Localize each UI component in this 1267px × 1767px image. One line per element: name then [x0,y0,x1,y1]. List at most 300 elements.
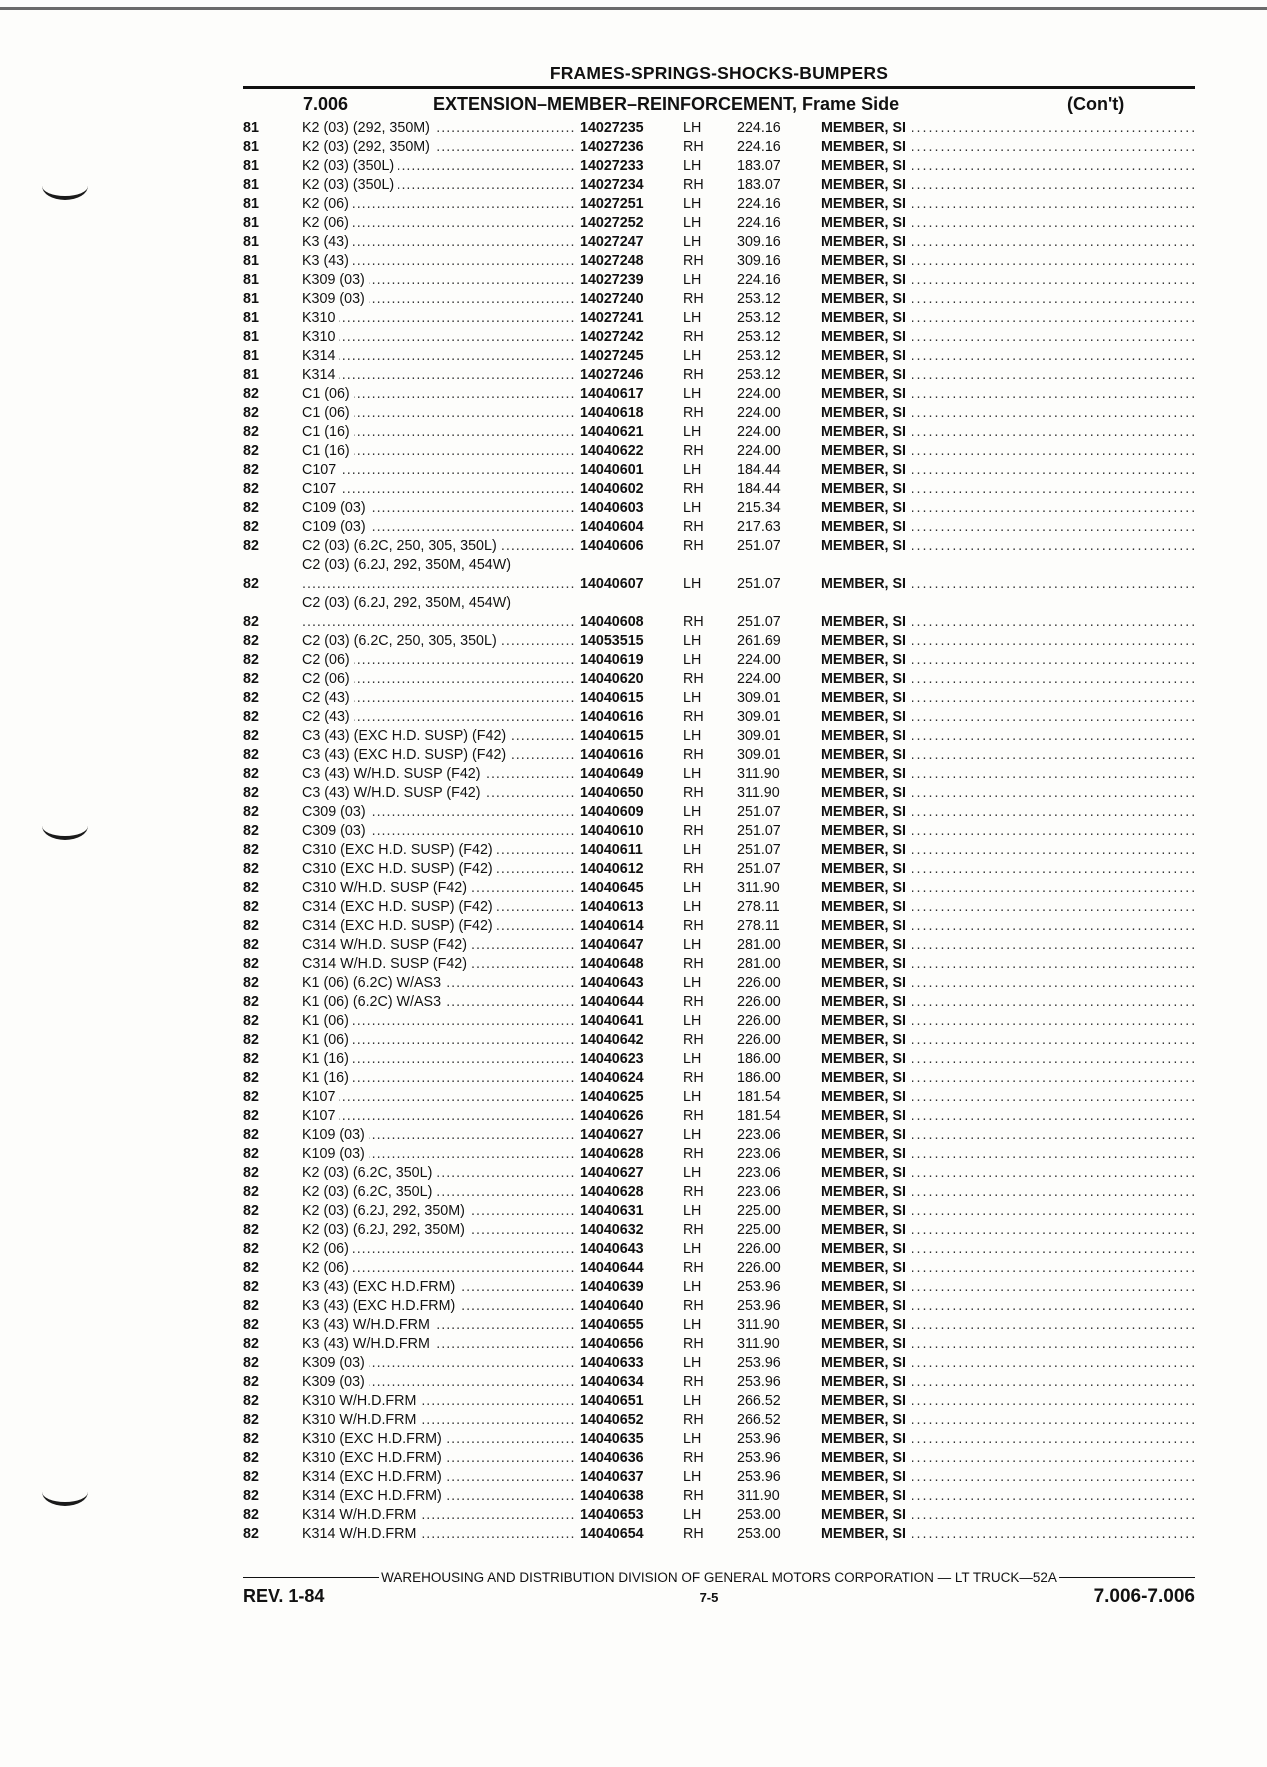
table-row [243,556,1195,594]
model-application [302,708,580,727]
top-edge-rule [0,7,1267,10]
price: 215.34 [737,500,781,516]
model-application-text: K2 (03) (6.2C, 350L) [302,1184,436,1200]
part-number: 14040637 [580,1469,644,1485]
price: 224.16 [737,215,781,231]
model-application-text: C2 (03) (6.2J, 292, 350M, 454W) [302,556,580,575]
model-application-text: C314 (EXC H.D. SUSP) (F42) [302,899,497,915]
model-application-text: K107 [302,1108,339,1124]
price: 311.90 [737,1317,780,1333]
description [821,404,1195,423]
figure-number: 81 [243,234,259,250]
model-application [302,822,580,841]
side: RH [683,1070,704,1086]
description-text: MEMBER, SI [821,728,912,744]
price: 224.16 [737,120,781,136]
model-application-text: C3 (43) (EXC H.D. SUSP) (F42) [302,747,510,763]
description [821,1354,1195,1373]
price: 224.00 [737,652,781,668]
part-number: 14040644 [580,994,644,1010]
model-application-text: K1 (06) (6.2C) W/AS3 [302,994,445,1010]
description-text: MEMBER, SI [821,386,912,402]
price: 311.90 [737,880,780,896]
description-text: MEMBER, SI [821,633,912,649]
figure-number: 81 [243,310,259,326]
page-number: 7-5 [699,1590,719,1605]
description [821,1468,1195,1487]
description-text: MEMBER, SI [821,671,912,687]
model-application-text: K309 (03) [302,291,369,307]
side: LH [683,1355,702,1371]
description-text: MEMBER, SI [821,614,912,630]
part-number: 14040638 [580,1488,644,1504]
model-application [302,1430,580,1449]
description-text: MEMBER, SI [821,462,912,478]
side: LH [683,633,702,649]
table-row [243,594,1195,632]
model-application-text: K3 (43) [302,253,353,269]
side: LH [683,766,702,782]
figure-number: 82 [243,538,259,554]
figure-number: 82 [243,1507,259,1523]
model-application-text: K1 (16) [302,1051,353,1067]
price: 251.07 [737,614,781,630]
footer-bottom [243,1586,1195,1608]
figure-number: 81 [243,196,259,212]
side: RH [683,329,704,345]
table-row [243,423,1195,442]
description-text: MEMBER, SI [821,1431,912,1447]
part-number: 14040615 [580,690,644,706]
description [821,328,1195,347]
model-application [302,1449,580,1468]
model-application [302,233,580,252]
part-number: 14040616 [580,709,644,725]
description [821,1221,1195,1240]
side: LH [683,937,702,953]
description-text: MEMBER, SI [821,158,912,174]
description [821,955,1195,974]
model-application [302,860,580,879]
price: 253.00 [737,1507,781,1523]
price: 278.11 [737,918,780,934]
figure-number: 82 [243,1203,259,1219]
part-number: 14040614 [580,918,644,934]
side: RH [683,1412,704,1428]
price: 266.52 [737,1393,781,1409]
figure-number: 82 [243,956,259,972]
figure-number: 81 [243,348,259,364]
description-text: MEMBER, SI [821,1298,912,1314]
description [821,176,1195,195]
table-row [243,1050,1195,1069]
model-application-text: K309 (03) [302,272,369,288]
description [821,1316,1195,1335]
side: LH [683,386,702,402]
table-row [243,442,1195,461]
figure-number: 82 [243,576,259,592]
description-text: MEMBER, SI [821,215,912,231]
part-number: 14040639 [580,1279,644,1295]
price: 253.12 [737,291,781,307]
table-row [243,499,1195,518]
side: LH [683,652,702,668]
model-application [302,1354,580,1373]
part-number: 14040613 [580,899,644,915]
price: 309.16 [737,234,781,250]
revision-label: REV. 1-84 [243,1586,325,1606]
figure-number: 82 [243,1108,259,1124]
price: 311.90 [737,766,780,782]
model-application [302,252,580,271]
description [821,993,1195,1012]
figure-number: 82 [243,1374,259,1390]
side: RH [683,1146,704,1162]
side: RH [683,823,704,839]
part-number: 14040649 [580,766,644,782]
side: RH [683,253,704,269]
description [821,290,1195,309]
description [821,651,1195,670]
model-application-text: K314 [302,367,339,383]
description-text: MEMBER, SI [821,272,912,288]
description [821,480,1195,499]
part-number: 14040625 [580,1089,644,1105]
price: 281.00 [737,937,781,953]
side: RH [683,1108,704,1124]
figure-number: 82 [243,1317,259,1333]
description-text: MEMBER, SI [821,538,912,554]
model-application-text: K2 (03) (350L) [302,158,398,174]
model-application [302,1107,580,1126]
subsection-title: EXTENSION–MEMBER–REINFORCEMENT, Frame Side [433,93,900,114]
figure-number: 81 [243,253,259,269]
side: LH [683,272,702,288]
price: 253.96 [737,1298,781,1314]
model-application-text: K310 W/H.D.FRM [302,1393,420,1409]
description-text: MEMBER, SI [821,310,912,326]
description [821,1126,1195,1145]
model-application-text: K3 (43) W/H.D.FRM [302,1317,434,1333]
description-text: MEMBER, SI [821,519,912,535]
model-application [302,974,580,993]
price: 226.00 [737,1241,781,1257]
model-application-text: K3 (43) [302,234,353,250]
description [821,442,1195,461]
side: RH [683,956,704,972]
part-number: 14027252 [580,215,644,231]
model-application [302,784,580,803]
description-text: MEMBER, SI [821,1222,912,1238]
model-application-text: K2 (03) (6.2J, 292, 350M) [302,1222,469,1238]
part-number: 14040606 [580,538,644,554]
figure-number: 82 [243,823,259,839]
figure-number: 82 [243,1412,259,1428]
model-application [302,765,580,784]
description [821,271,1195,290]
description [821,195,1195,214]
model-application-text: C310 (EXC H.D. SUSP) (F42) [302,842,497,858]
table-row [243,727,1195,746]
part-number: 14040648 [580,956,644,972]
model-application [302,594,580,632]
model-application-text: K1 (06) [302,1013,353,1029]
model-application-text: K107 [302,1089,339,1105]
description [821,613,1195,632]
price: 251.07 [737,576,781,592]
table-row [243,1145,1195,1164]
part-number: 14040621 [580,424,644,440]
side: LH [683,576,702,592]
model-application-text: C2 (03) (6.2J, 292, 350M, 454W) [302,594,580,613]
figure-number: 82 [243,1393,259,1409]
price: 224.16 [737,196,781,212]
table-row [243,214,1195,233]
description-text: MEMBER, SI [821,804,912,820]
model-application [302,1012,580,1031]
description [821,841,1195,860]
figure-number: 82 [243,1355,259,1371]
figure-number: 81 [243,215,259,231]
model-application-text: K314 W/H.D.FRM [302,1526,420,1542]
figure-number: 82 [243,918,259,934]
table-row [243,1088,1195,1107]
part-number: 14040643 [580,975,644,991]
binder-hole [42,1478,88,1506]
table-row [243,1430,1195,1449]
model-application-text: C3 (43) W/H.D. SUSP (F42) [302,766,484,782]
table-row [243,347,1195,366]
description-text: MEMBER, SI [821,1507,912,1523]
part-number: 14040601 [580,462,644,478]
table-row [243,974,1195,993]
table-row [243,784,1195,803]
part-number: 14040626 [580,1108,644,1124]
price: 251.07 [737,823,781,839]
description [821,1430,1195,1449]
model-application [302,1525,580,1544]
model-application-text: K2 (03) (292, 350M) [302,139,434,155]
price: 309.01 [737,728,781,744]
figure-number: 82 [243,1336,259,1352]
figure-number: 82 [243,1488,259,1504]
model-application [302,423,580,442]
figure-number: 82 [243,633,259,649]
binder-hole [42,812,88,840]
model-application-text: C1 (06) [302,386,354,402]
price: 253.12 [737,348,781,364]
price: 181.54 [737,1108,781,1124]
table-row [243,1107,1195,1126]
description [821,157,1195,176]
figure-number: 82 [243,1013,259,1029]
model-application-text: K314 W/H.D.FRM [302,1507,420,1523]
model-application [302,898,580,917]
price: 253.96 [737,1431,781,1447]
model-application [302,936,580,955]
table-row [243,803,1195,822]
side: LH [683,842,702,858]
part-number: 14040602 [580,481,644,497]
side: RH [683,1298,704,1314]
side: RH [683,861,704,877]
description-text: MEMBER, SI [821,1412,912,1428]
price: 309.01 [737,690,781,706]
model-application-text: K314 [302,348,339,364]
table-row [243,1012,1195,1031]
description [821,309,1195,328]
part-number: 14040624 [580,1070,644,1086]
model-application-text: K310 (EXC H.D.FRM) [302,1431,446,1447]
description-text: MEMBER, SI [821,234,912,250]
price: 184.44 [737,462,781,478]
price: 183.07 [737,158,781,174]
model-application [302,1202,580,1221]
table-row [243,1316,1195,1335]
description-text: MEMBER, SI [821,1089,912,1105]
description-text: MEMBER, SI [821,443,912,459]
model-application [302,214,580,233]
price: 253.96 [737,1279,781,1295]
model-application [302,651,580,670]
side: LH [683,690,702,706]
model-application [302,1031,580,1050]
table-row [243,651,1195,670]
model-application-text: K310 [302,310,339,326]
side: RH [683,1222,704,1238]
price: 311.90 [737,1336,780,1352]
figure-number: 82 [243,519,259,535]
table-row [243,1487,1195,1506]
description [821,803,1195,822]
part-number: 14040609 [580,804,644,820]
price: 224.16 [737,272,781,288]
table-row [243,1297,1195,1316]
figure-number: 81 [243,329,259,345]
price: 309.01 [737,747,781,763]
model-application [302,1392,580,1411]
model-application-text: C3 (43) W/H.D. SUSP (F42) [302,785,484,801]
description-text: MEMBER, SI [821,253,912,269]
table-row [243,138,1195,157]
model-application [302,537,580,556]
model-application-text: K1 (06) (6.2C) W/AS3 [302,975,445,991]
model-application [302,1240,580,1259]
side: RH [683,709,704,725]
model-application [302,1297,580,1316]
description-text: MEMBER, SI [821,405,912,421]
table-row [243,328,1195,347]
part-number: 14040653 [580,1507,644,1523]
model-application-text: C310 W/H.D. SUSP (F42) [302,880,471,896]
part-number: 14040635 [580,1431,644,1447]
model-application [302,1050,580,1069]
model-application-text: K1 (06) [302,1032,353,1048]
table-row [243,176,1195,195]
model-application-text: C314 W/H.D. SUSP (F42) [302,956,471,972]
description [821,1107,1195,1126]
description [821,385,1195,404]
part-number: 14040623 [580,1051,644,1067]
part-number: 14040603 [580,500,644,516]
description-text: MEMBER, SI [821,899,912,915]
table-row [243,860,1195,879]
table-row [243,746,1195,765]
model-application [302,499,580,518]
price: 309.16 [737,253,781,269]
model-application-text: C314 W/H.D. SUSP (F42) [302,937,471,953]
figure-number: 82 [243,728,259,744]
model-application-text: C310 (EXC H.D. SUSP) (F42) [302,861,497,877]
side: LH [683,1431,702,1447]
table-row [243,1392,1195,1411]
part-number: 14040627 [580,1165,644,1181]
figure-number: 81 [243,291,259,307]
part-number: 14040628 [580,1146,644,1162]
part-number: 14040616 [580,747,644,763]
table-row [243,822,1195,841]
side: RH [683,1488,704,1504]
description-text: MEMBER, SI [821,139,912,155]
figure-number: 82 [243,899,259,915]
figure-number: 81 [243,177,259,193]
model-application [302,917,580,936]
table-row [243,1202,1195,1221]
table-row [243,537,1195,556]
figure-number: 82 [243,747,259,763]
page-footer [243,1570,1195,1608]
part-number: 14040608 [580,614,644,630]
model-application-text: C107 [302,462,340,478]
description [821,917,1195,936]
table-row [243,271,1195,290]
table-row [243,955,1195,974]
figure-number: 82 [243,1127,259,1143]
description [821,1297,1195,1316]
part-number: 14040628 [580,1184,644,1200]
description-text: MEMBER, SI [821,918,912,934]
part-number: 14040627 [580,1127,644,1143]
price: 261.69 [737,633,781,649]
table-row [243,1031,1195,1050]
model-application [302,1506,580,1525]
price: 253.96 [737,1469,781,1485]
catalog-page [243,60,1195,1544]
description [821,233,1195,252]
side: LH [683,1393,702,1409]
model-application [302,803,580,822]
description-text: MEMBER, SI [821,842,912,858]
figure-number: 82 [243,614,259,630]
price: 281.00 [737,956,781,972]
figure-number: 81 [243,139,259,155]
table-row [243,1221,1195,1240]
price: 226.00 [737,1013,781,1029]
figure-number: 81 [243,367,259,383]
side: LH [683,196,702,212]
description [821,1373,1195,1392]
model-application [302,689,580,708]
model-application-text: C1 (16) [302,443,354,459]
model-application-text: K2 (03) (292, 350M) [302,120,434,136]
price: 226.00 [737,994,781,1010]
model-application [302,1316,580,1335]
table-row [243,670,1195,689]
footer-division-line [243,1570,1195,1585]
table-row [243,195,1195,214]
figure-number: 82 [243,1184,259,1200]
description-text: MEMBER, SI [821,500,912,516]
